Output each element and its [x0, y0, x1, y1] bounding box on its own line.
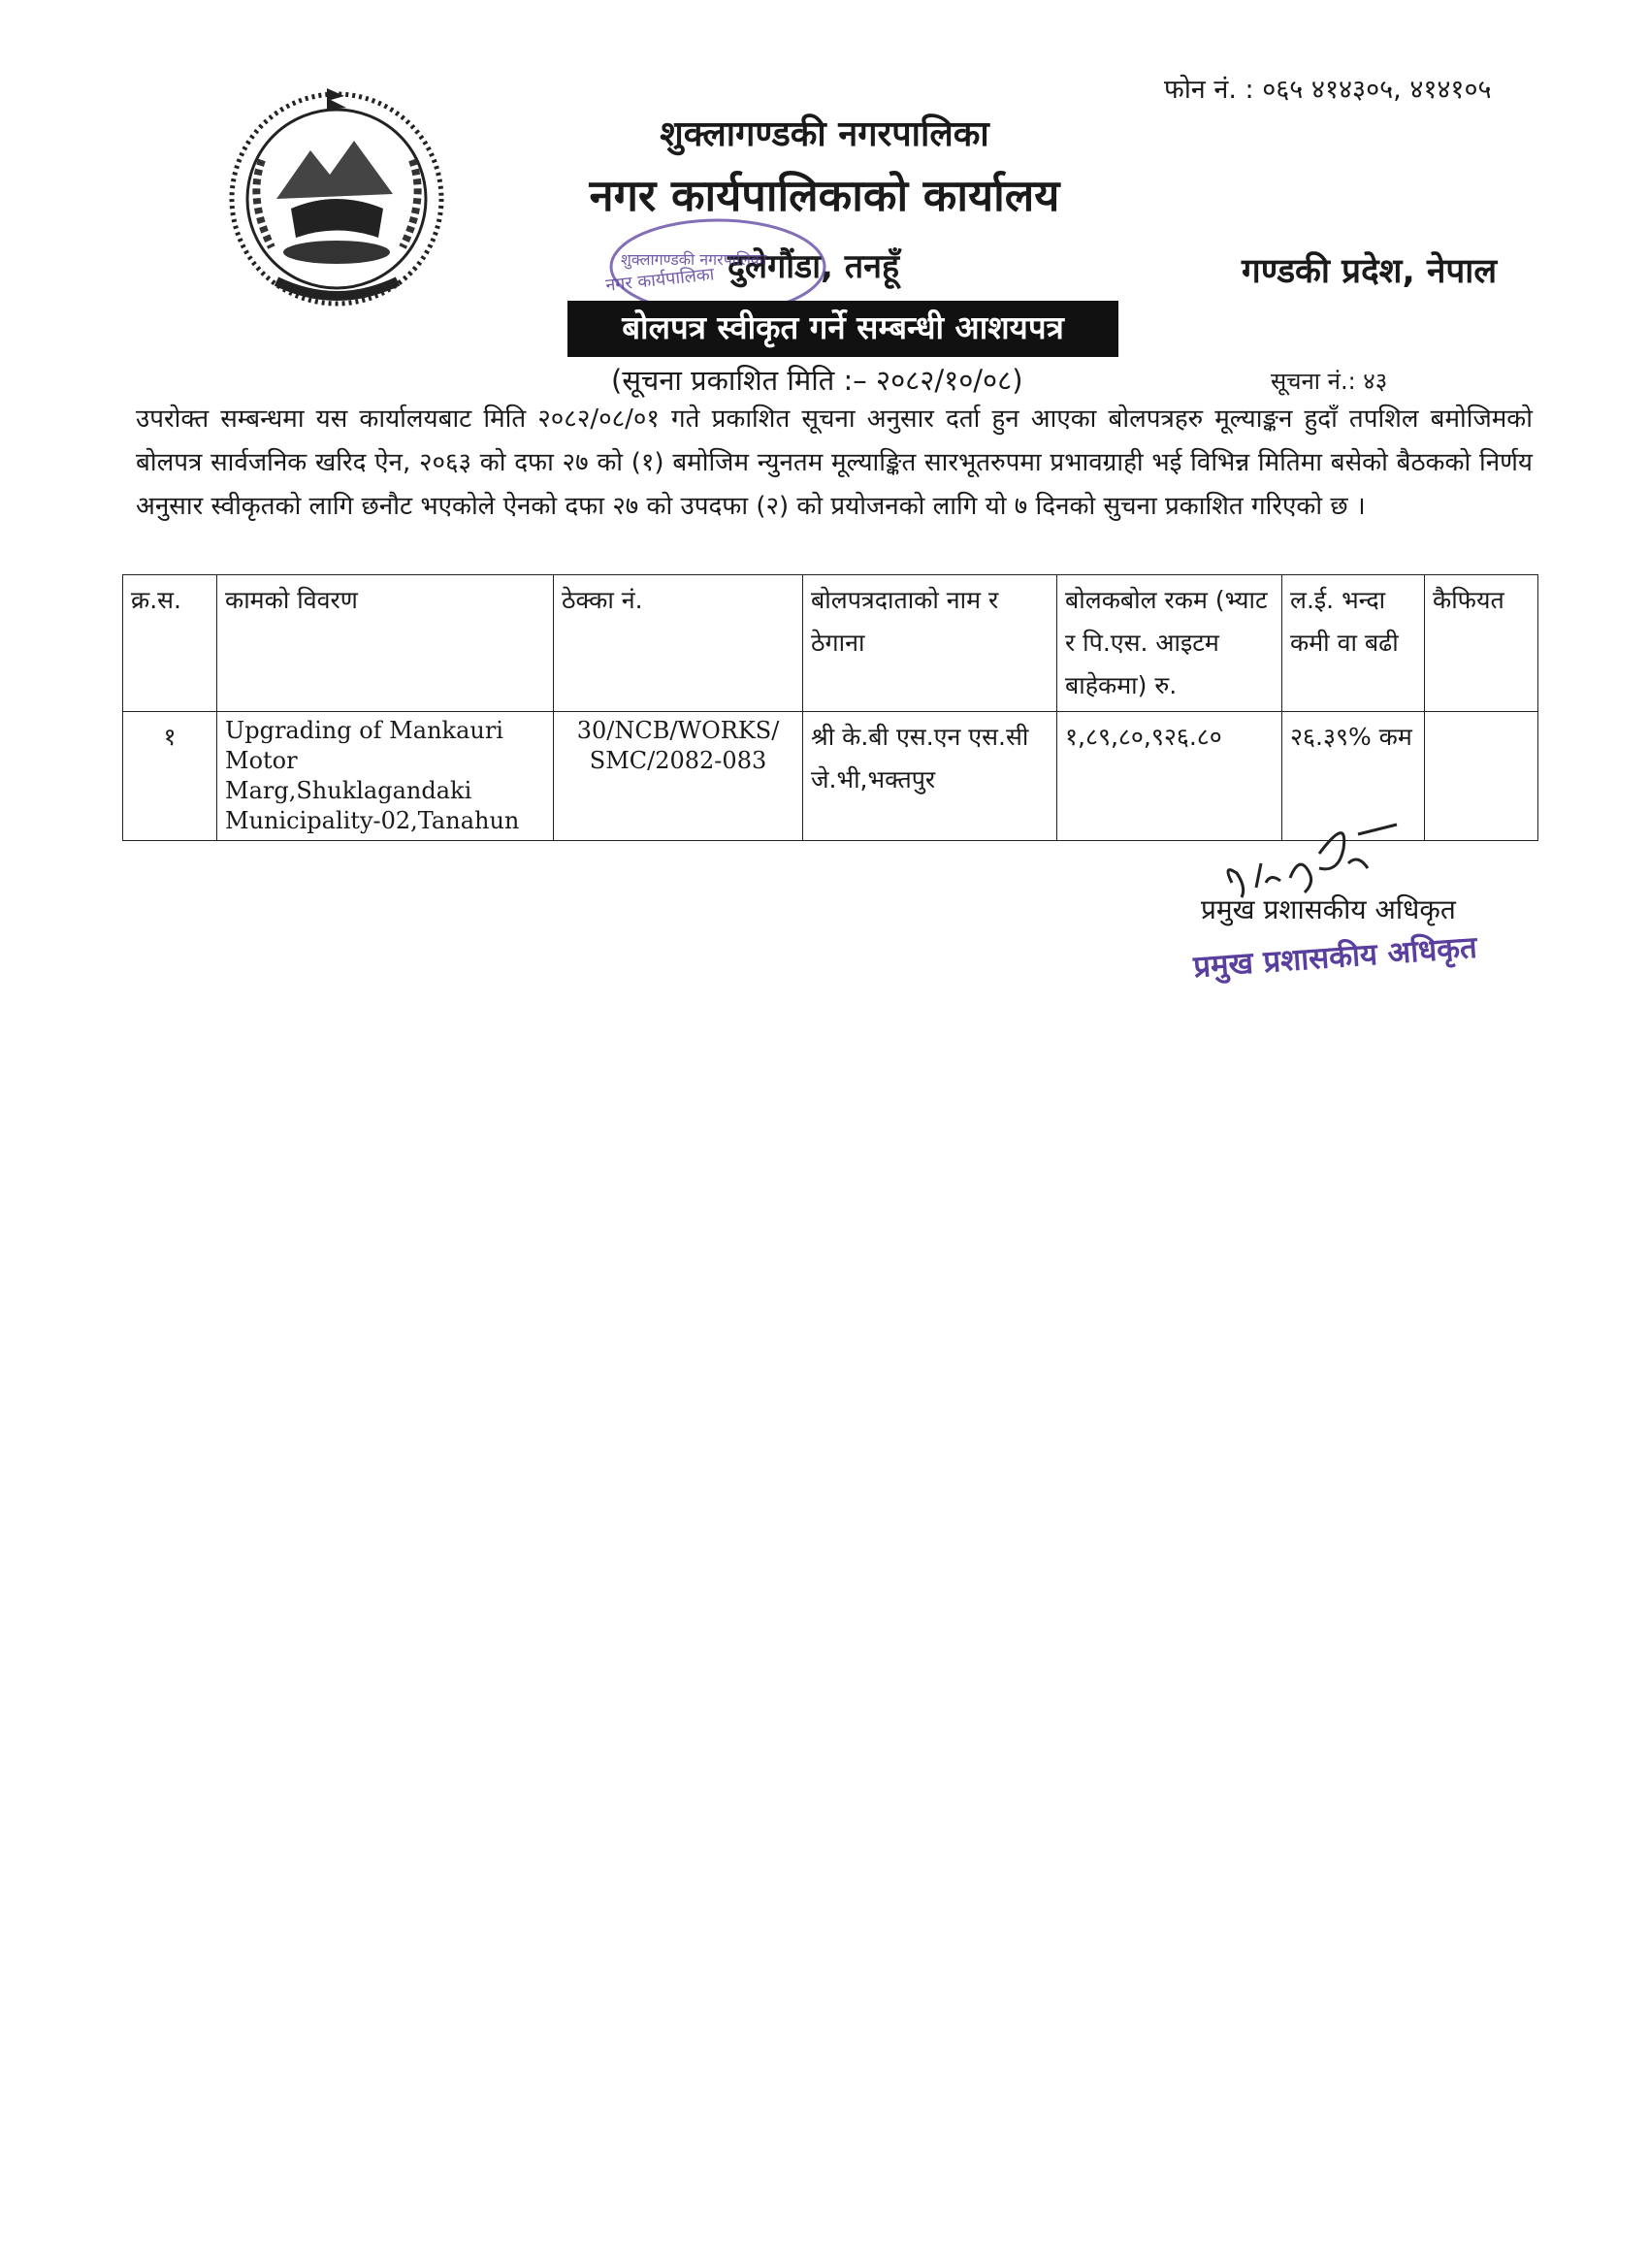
notice-heading: बोलपत्र स्वीकृत गर्ने सम्बन्धी आशयपत्र — [567, 301, 1118, 357]
notice-body: उपरोक्त सम्बन्धमा यस कार्यालयबाट मिति २०८२/०८/०१ गते प्रकाशित सूचना अनुसार दर्ता हुन आएका बोलपत्रहरु मूल्याङ्कन हुदाँ तपशिल बमोजिमको बोलपत्र सार्वजनिक खरिद ऐन, २०६३ को दफा २७ को (१) बमोजिम न्युनतम मूल्याङ्कित सारभूतरुपमा प्रभावग्राही भई विभिन्न मितिमा बसेको बैठकको निर्णय अनुसार स्वीकृतको लागि छनौट भएकोले ऐनको दफा २७ को उपदफा (२) को प्रयोजनको लागि यो ७ दिनको सुचना प्रकाशित गरिएको छ । — [136, 405, 1533, 521]
header-work: कामको विवरण — [217, 575, 554, 712]
officer-title-stamp: प्रमुख प्रशासकीय अधिकृत — [1192, 929, 1478, 986]
phone-number: फोन नं. : ०६५ ४१४३०५, ४१४१०५ — [1164, 75, 1492, 105]
header-variance: ल.ई. भन्दा कमी वा बढी — [1282, 575, 1425, 712]
header-contract: ठेक्का नं. — [554, 575, 803, 712]
header-bidder: बोलपत्रदाताको नाम र ठेगाना — [803, 575, 1057, 712]
header-remarks: कैफियत — [1425, 575, 1538, 712]
cell-contract: 30/NCB/WORKS/ SMC/2082-083 — [554, 712, 803, 841]
officer-title: प्रमुख प्रशासकीय अधिकृत — [1201, 893, 1456, 925]
cell-amount: १,८९,८०,९२६.८० — [1057, 712, 1282, 841]
cell-remarks — [1425, 712, 1538, 841]
header-sn: क्र.स. — [123, 575, 217, 712]
office-name: नगर कार्यपालिकाको कार्यालय — [589, 170, 1060, 221]
header-amount: बोलकबोल रकम (भ्याट र पि.एस. आइटम बाहेकमा) रु. — [1057, 575, 1282, 712]
cell-work: Upgrading of Mankauri Motor Marg,Shuklagandaki Municipality-02,Tanahun — [217, 712, 554, 841]
stamp-line-1: शुक्लागण्डकी नगरपालिका — [621, 250, 767, 269]
province-name: गण्डकी प्रदेश, नेपाल — [1242, 252, 1498, 291]
cell-bidder: श्री के.बी एस.एन एस.सी जे.भी,भक्तपुर — [803, 712, 1057, 841]
notice-number: सूचना नं.: ४३ — [1271, 368, 1388, 395]
cell-sn: १ — [123, 712, 217, 841]
stamp-line-2: नगर कार्यपालिका — [604, 264, 716, 296]
municipality-name: शुक्लागण्डकी नगरपालिका — [660, 114, 989, 154]
cell-variance: २६.३९% कम — [1282, 712, 1425, 841]
published-date: (सूचना प्रकाशित मिति :– २०८२/१०/०८) — [611, 364, 1023, 397]
table-header-row — [123, 575, 1538, 712]
office-address: दुलेगौंडा, तनहूँ — [728, 247, 900, 286]
